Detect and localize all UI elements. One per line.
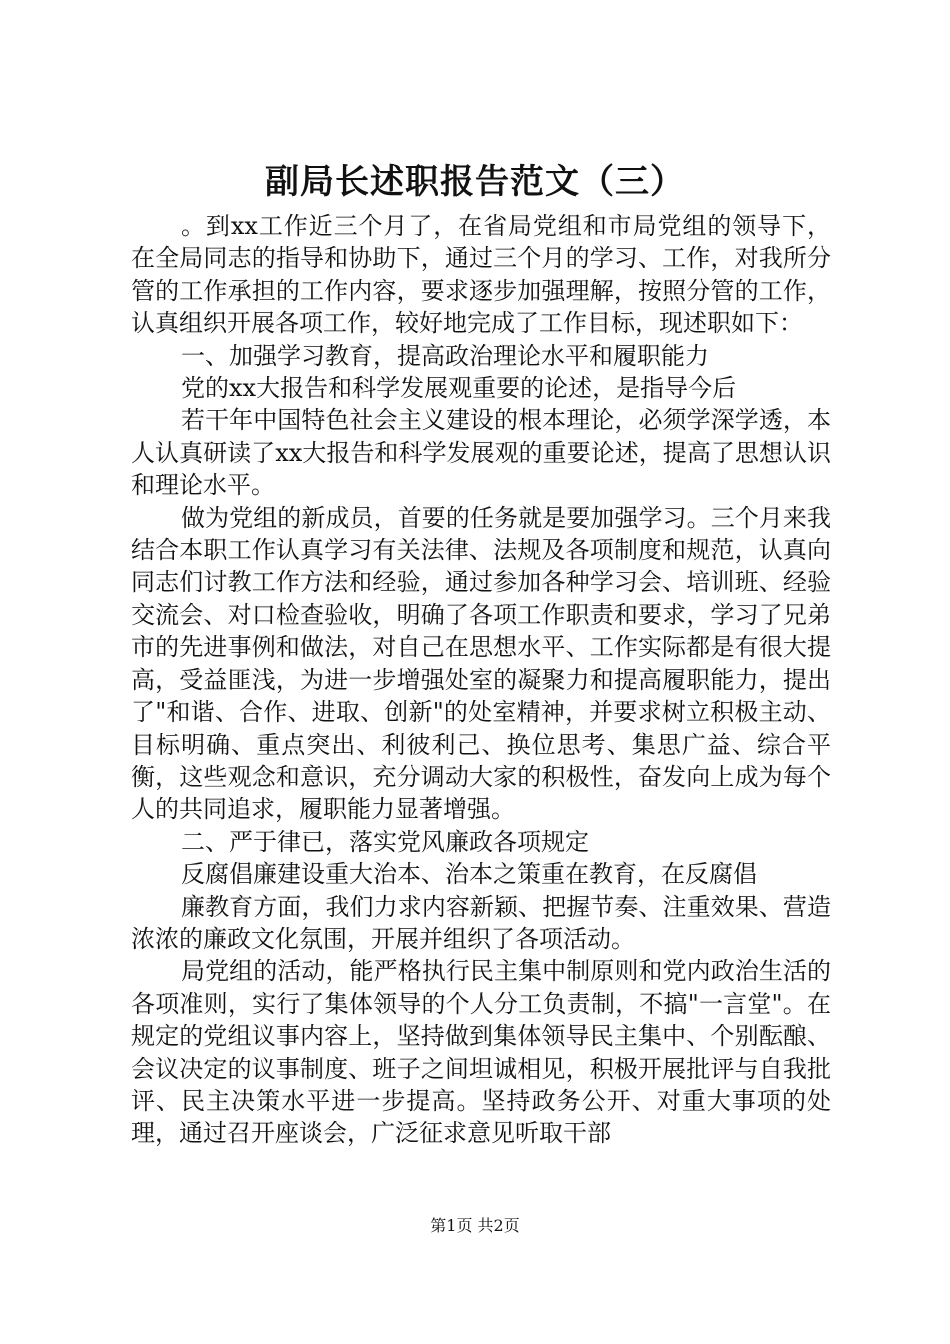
section-heading: 二、严于律已，落实党风廉政各项规定 — [181, 827, 589, 856]
paragraph: 廉教育方面，我们力求内容新颖、把握节奏、注重效果、营造浓浓的廉政文化氛围，开展并组织了各项活动。 — [131, 892, 831, 953]
paragraph: 局党组的活动，能严格执行民主集中制原则和党内政治生活的各项准则，实行了集体领导的个人分工负责制，不搞"一言堂"。在规定的党组议事内容上，坚持做到集体领导民主集中、个别酝酿、会议决定的议事制度、班子之间坦诚相见，积极开展批评与自我批评、民主决策水平进一步提高。坚持政务公开、对重大事项的处理，通过召开座谈会，广泛征求意见听取干部 — [131, 957, 831, 1148]
paragraph: 做为党组的新成员，首要的任务就是要加强学习。三个月来我结合本职工作认真学习有关法律、法规及各项制度和规范，认真向同志们讨教工作方法和经验，通过参加各种学习会、培训班、经验交流会、对口检查验收，明确了各项工作职责和要求，学习了兄弟市的先进事例和做法，对自己在思想水平、工作实际都是有很大提高，受益匪浅，为进一步增强处室的凝聚力和提高履职能力，提出了"和谐、合作、进取、创新"的处室精神，并要求树立积极主动、目标明确、重点突出、利彼利己、换位思考、集思广益、综合平衡，这些观念和意识，充分调动大家的积极性，奋发向上成为每个人的共同追求，履职能力显著增强。 — [131, 503, 831, 824]
page-footer: 第1页 共2页 — [430, 1216, 520, 1235]
paragraph: 党的xx大报告和科学发展观重要的论述，是指导今后 — [181, 374, 737, 403]
paragraph: 。到xx工作近三个月了，在省局党组和市局党组的领导下，在全局同志的指导和协助下，通过三个月的学习、工作，对我所分管的工作承担的工作内容，要求逐步加强理解，按照分管的工作，认真组织开展各项工作，较好地完成了工作目标，现述职如下： — [131, 212, 831, 338]
section-heading: 一、加强学习教育，提高政治理论水平和履职能力 — [181, 341, 709, 370]
document-title: 副局长述职报告范文（三） — [265, 162, 685, 202]
paragraph: 若干年中国特色社会主义建设的根本理论，必须学深学透，本人认真研读了xx大报告和科学发展观的重要论述，提高了思想认识和理论水平。 — [131, 406, 831, 500]
document-body — [131, 210, 831, 1150]
paragraph: 反腐倡廉建设重大治本、治本之策重在教育，在反腐倡 — [181, 860, 757, 889]
